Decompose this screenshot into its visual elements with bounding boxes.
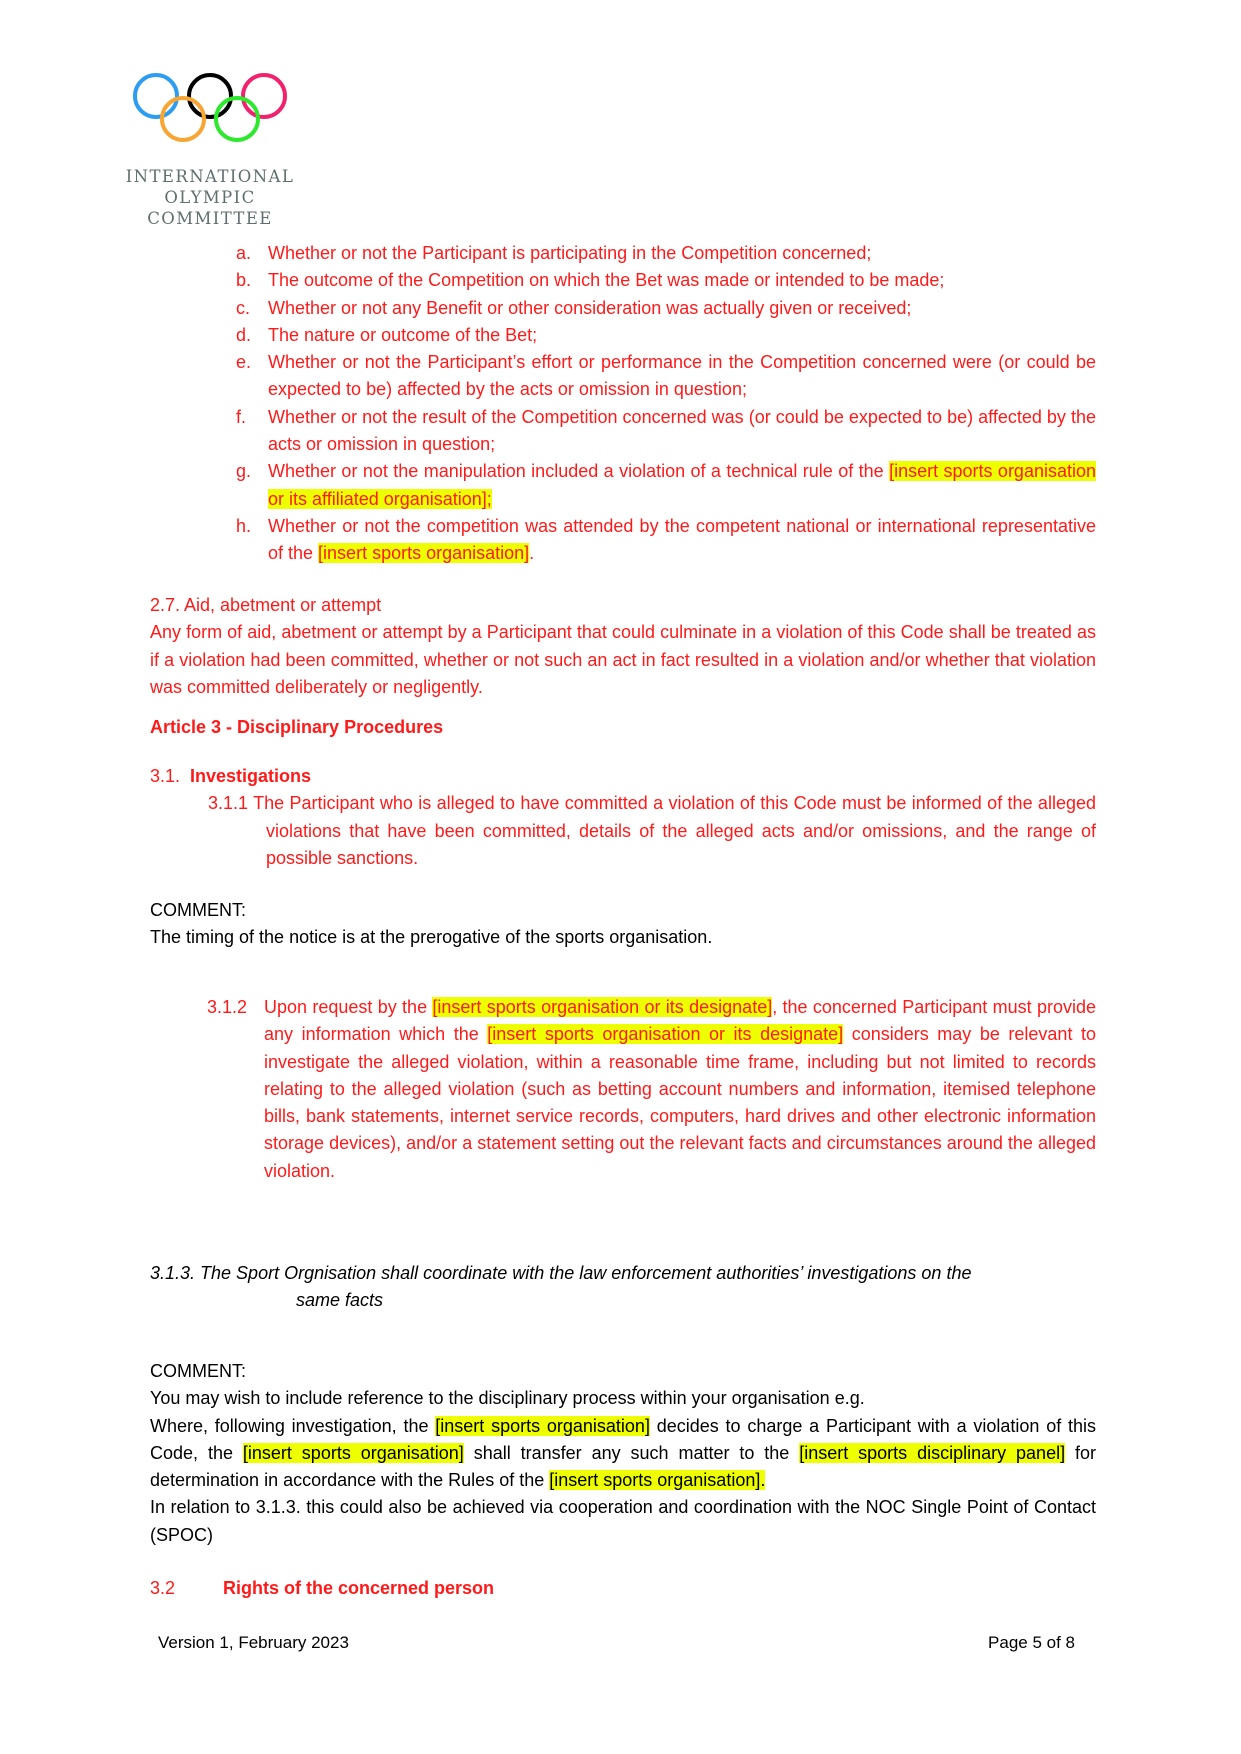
item-text: considers may be relevant to investigate the alleged violation, within a reasonable time frame, including but not limited to records relating to the alleged violation (such as betting account numbers and information, itemised telephone bills, bank statements, internet service records, computers, hard drives and other electronic information storage devices), and/or a statement setting out the relevant facts and circumstances around the alleged violation.	[264, 1024, 1096, 1181]
list-item-e	[236, 349, 1096, 404]
list-label: a.	[236, 243, 252, 263]
comment-paragraph	[150, 1413, 1096, 1495]
item-3-1-3	[150, 1260, 1096, 1315]
list-item-d	[236, 322, 1096, 349]
comment-text: The timing of the notice is at the prerogative of the sports organisation.	[150, 927, 713, 948]
olympic-rings-icon	[132, 66, 288, 150]
section-2-7	[150, 592, 1096, 701]
list-item-g	[236, 458, 1096, 513]
section-number: 3.2	[150, 1578, 176, 1598]
item-text: Upon request by the	[264, 997, 433, 1017]
footer-version: Version 1, February 2023	[158, 1633, 349, 1652]
ring-red	[243, 75, 285, 117]
list-text: Whether or not the Participant’s effort or performance in the Competition concerned were (or could be expected to be) affected by the acts or omission in question;	[268, 352, 1096, 400]
list-text: Whether or not the competition was attended by the competent national or international representative of the	[268, 515, 1096, 564]
section-3-1	[150, 763, 1096, 872]
list-text: The outcome of the Competition on which the Bet was made or intended to be made;	[268, 270, 945, 291]
section-3-2-heading	[150, 1575, 1096, 1602]
section-2-7-heading: 2.7. Aid, abetment or attempt	[150, 595, 382, 615]
placeholder-highlight: [insert sports organisation or its designate]	[487, 1024, 844, 1045]
ring-yellow	[162, 98, 204, 140]
placeholder-highlight: [insert sports organisation].	[549, 1470, 766, 1491]
item-3-1-2	[207, 994, 1096, 1185]
list-item-f	[236, 404, 1096, 459]
comment-text: decides to charge a Participant with a violation of this Code, the	[150, 1415, 1096, 1463]
list-text: Whether or not the Participant is participating in the Competition concerned;	[268, 243, 872, 263]
comment-text: for determination in accordance with the Rules of the	[150, 1442, 1096, 1491]
ioc-logo	[110, 58, 310, 233]
placeholder-highlight: [insert sports organisation]	[242, 1442, 464, 1463]
placeholder-highlight: [insert sports organisation or its designate]	[432, 997, 773, 1017]
list-label: g.	[236, 461, 252, 482]
comment-label: COMMENT:	[150, 1361, 246, 1381]
comment-text: shall transfer any such matter to the	[463, 1442, 800, 1463]
comment-text: Where, following investigation, the	[150, 1415, 436, 1436]
section-2-7-body: Any form of aid, abetment or attempt by a Participant that could culminate in a violation of this Code shall be treated as if a violation had been committed, whether or not such an act in fact resulted in a violation and/or whether that violation was committed deliberately or negligently.	[150, 622, 1096, 697]
list-text: Whether or not the manipulation included a violation of a technical rule of the	[268, 461, 890, 482]
list-item-a	[236, 240, 1096, 267]
placeholder-highlight: [insert sports organisation]	[435, 1415, 650, 1436]
section-title: Rights of the concerned person	[223, 1578, 495, 1598]
list-text: Whether or not the result of the Competition concerned was (or could be expected to be) affected by the acts or omission in question;	[268, 406, 1096, 455]
ring-black	[189, 75, 231, 117]
logo-line-3: COMMITTEE	[147, 209, 273, 228]
item-number: 3.1.2	[207, 997, 248, 1017]
logo-line-2: OLYMPIC	[164, 188, 256, 207]
logo-line-1: INTERNATIONAL	[125, 167, 295, 186]
list-text: .	[529, 543, 535, 564]
list-label: b.	[236, 270, 252, 291]
ring-blue	[135, 75, 177, 117]
criteria-list	[236, 240, 1096, 568]
comment-line-1: You may wish to include reference to the disciplinary process within your organisation e.g.	[150, 1388, 865, 1409]
list-item-h	[236, 513, 1096, 568]
article-3-heading: Article 3 - Disciplinary Procedures	[150, 717, 444, 737]
item-3-1-3-line-2: same facts	[296, 1290, 384, 1311]
section-3-1-heading	[150, 763, 1096, 790]
logo-wordmark	[110, 166, 310, 229]
placeholder-highlight: [insert sports organisation]	[318, 543, 530, 564]
item-3-1-2-body	[207, 994, 1096, 1185]
placeholder-highlight: [insert sports disciplinary panel]	[799, 1442, 1066, 1463]
item-3-1-1: 3.1.1 The Participant who is alleged to have committed a violation of this Code must be informed of the alleged violations that have been committed, details of the alleged acts and/or omissions, and the range of possible sanctions.	[208, 793, 1096, 868]
placeholder-highlight: [insert sports organisation or its affiliated organisation];	[268, 461, 1096, 509]
section-title: Investigations	[190, 766, 312, 786]
comment-label: COMMENT:	[150, 900, 246, 920]
comment-1	[150, 897, 1096, 952]
comment-2	[150, 1358, 1096, 1549]
comment-last: In relation to 3.1.3. this could also be achieved via cooperation and coordination with the NOC Single Point of Contact (SPOC)	[150, 1497, 1096, 1545]
list-label: e.	[236, 352, 252, 373]
item-text: , the concerned Participant must provide any information which the	[264, 997, 1096, 1045]
list-label: c.	[236, 297, 251, 318]
item-3-1-3-line-1: 3.1.3. The Sport Orgnisation shall coordinate with the law enforcement authorities’ investigations on the	[150, 1263, 972, 1283]
list-label: h.	[236, 515, 252, 536]
list-label: d.	[236, 324, 252, 345]
list-text: Whether or not any Benefit or other consideration was actually given or received;	[268, 297, 912, 318]
list-item-b	[236, 267, 1096, 294]
list-item-c	[236, 295, 1096, 322]
list-text: The nature or outcome of the Bet;	[268, 324, 538, 345]
list-label: f.	[236, 406, 247, 427]
section-number: 3.1.	[150, 766, 181, 786]
footer-page-number: Page 5 of 8	[988, 1633, 1075, 1652]
ring-green	[216, 98, 258, 140]
